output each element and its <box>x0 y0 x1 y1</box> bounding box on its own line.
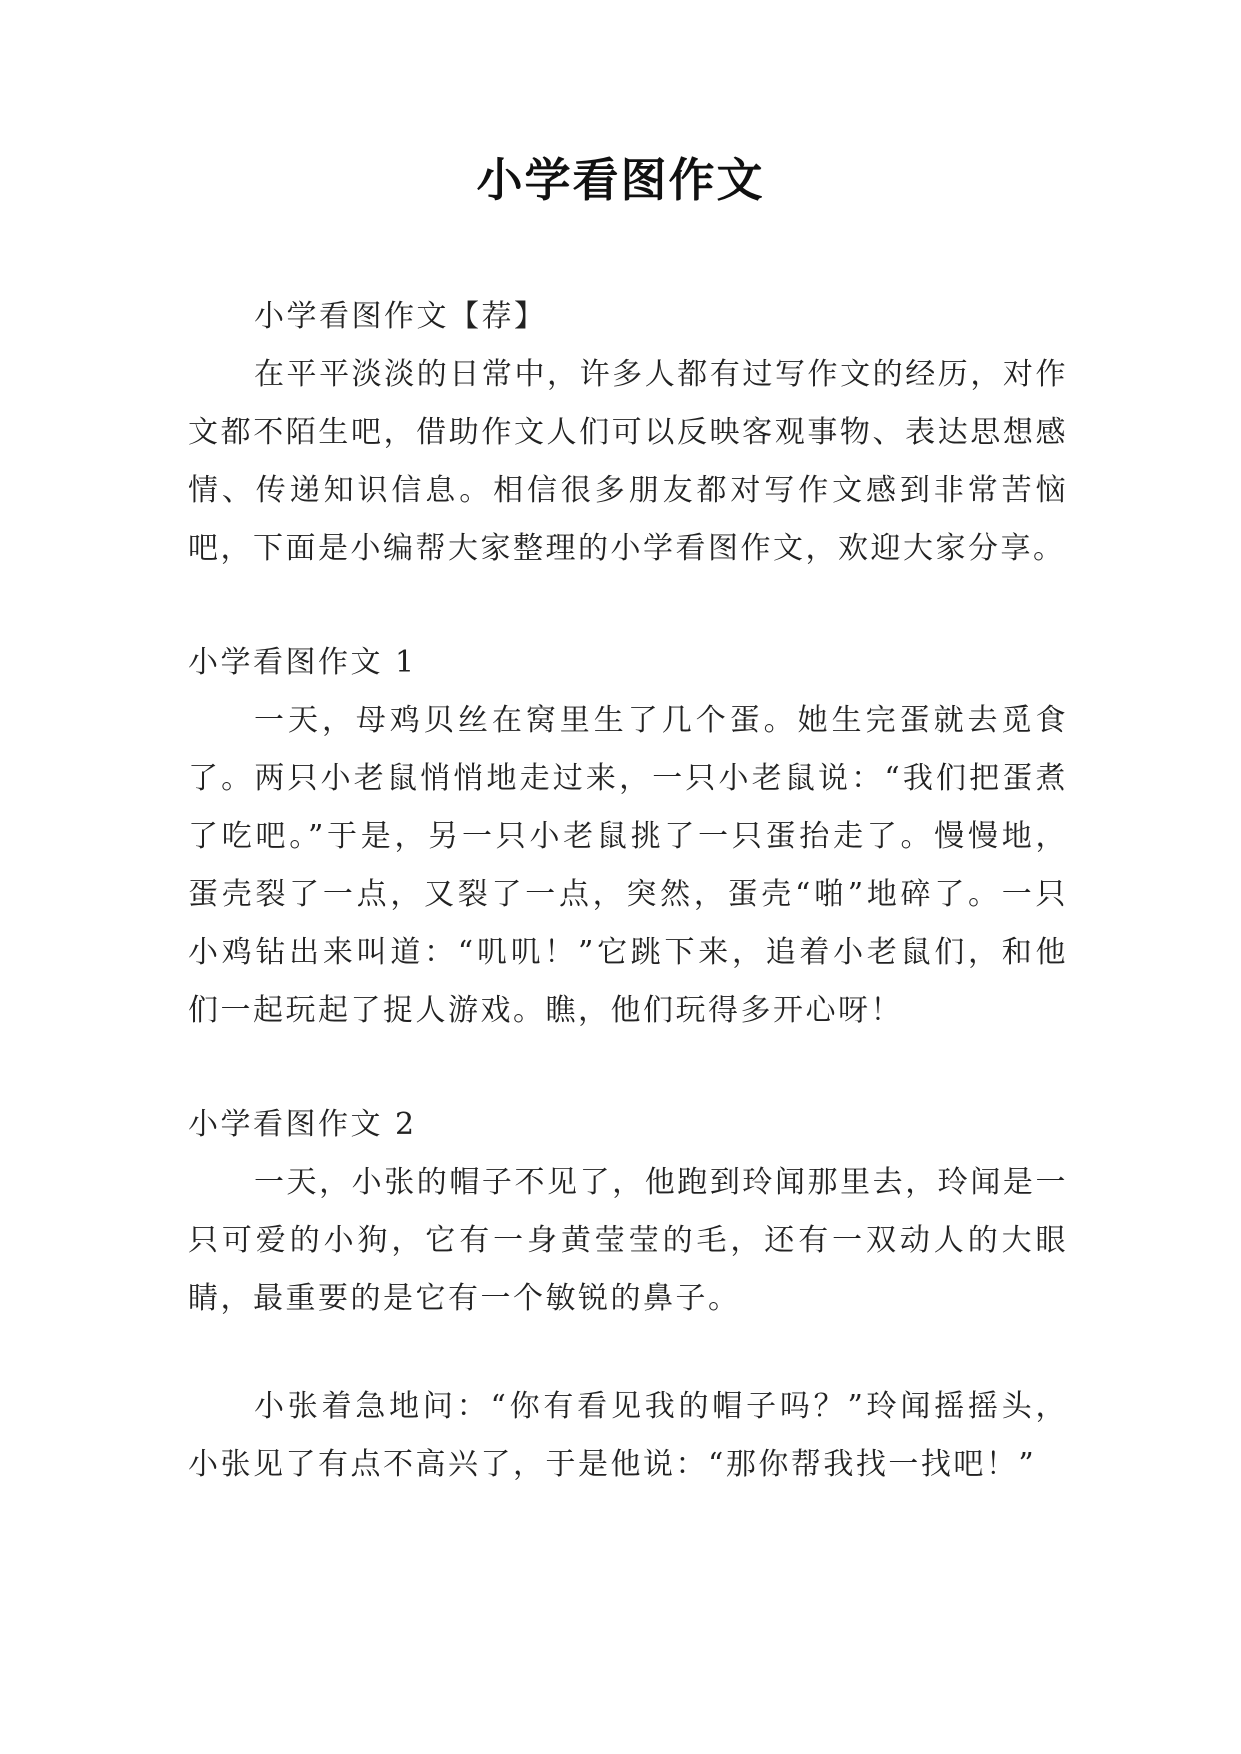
section-2-paragraph-1: 一天，小张的帽子不见了，他跑到玲闻那里去，玲闻是一只可爱的小狗，它有一身黄莹莹的毛，还有一双动人的大眼睛，最重要的是它有一个敏锐的鼻子。 <box>188 1165 1068 1316</box>
section-heading-1: 小学看图作文 1 <box>188 645 417 680</box>
document-body <box>188 288 1068 1494</box>
section-heading-2: 小学看图作文 2 <box>188 1107 417 1142</box>
section-2-paragraph-2: 小张着急地问：“你有看见我的帽子吗？”玲闻摇摇头，小张见了有点不高兴了，于是他说：“那你帮我找一找吧！” <box>188 1389 1068 1482</box>
section-1-paragraph-1: 一天，母鸡贝丝在窝里生了几个蛋。她生完蛋就去觅食了。两只小老鼠悄悄地走过来，一只小老鼠说：“我们把蛋煮了吃吧。”于是，另一只小老鼠挑了一只蛋抬走了。慢慢地，蛋壳裂了一点，又裂了一点，突然，蛋壳“啪”地碎了。一只小鸡钻出来叫道：“叽叽！”它跳下来，追着小老鼠们，和他们一起玩起了捉人游戏。瞧，他们玩得多开心呀！ <box>188 703 1068 1028</box>
document-subtitle: 小学看图作文【荐】 <box>254 299 547 334</box>
page-title: 小学看图作文 <box>476 153 765 207</box>
intro-paragraph: 在平平淡淡的日常中，许多人都有过写作文的经历，对作文都不陌生吧，借助作文人们可以反映客观事物、表达思想感情、传递知识信息。相信很多朋友都对写作文感到非常苦恼吧，下面是小编帮大家整理的小学看图作文，欢迎大家分享。 <box>188 357 1068 566</box>
